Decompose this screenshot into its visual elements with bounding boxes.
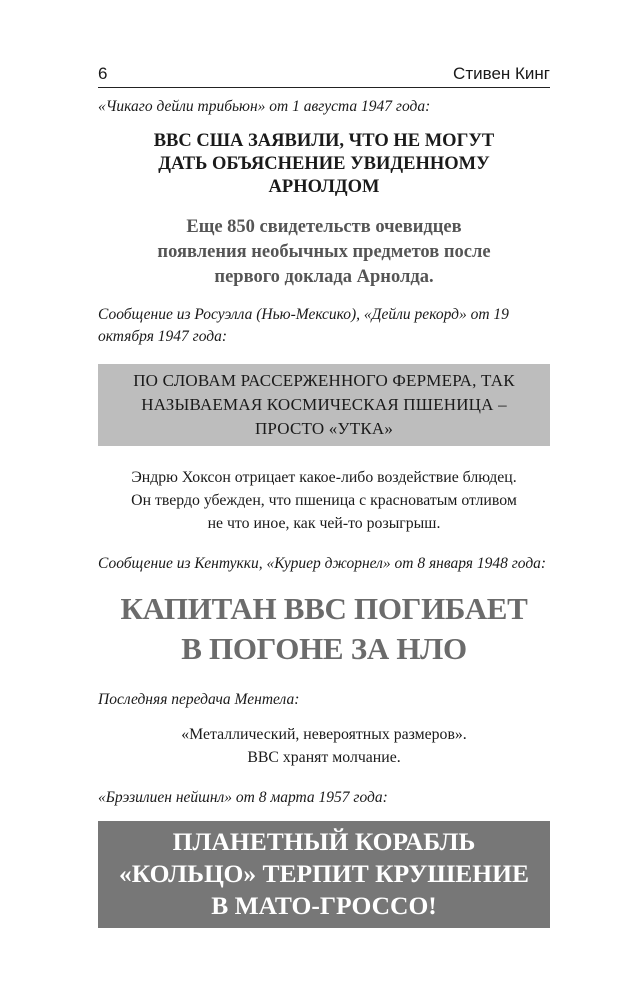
intro-brazilian-national: «Брэзилиен нейшнл» от 8 марта 1957 года: [98,789,388,806]
headline-captain-dies [98,589,550,669]
subheadline-850-witnesses [98,215,550,290]
page-number: 6 [98,64,108,83]
headline-line: ПО СЛОВАМ РАССЕРЖЕННОГО ФЕРМЕРА, ТАК [133,371,515,390]
headline-line: КАПИТАН ВВС ПОГИБАЕТ [120,591,528,626]
book-page [98,60,550,928]
body-line: не что иное, как чей-то розыгрыш. [207,515,441,532]
headline-line: ВВС США ЗАЯВИЛИ, ЧТО НЕ МОГУТ [153,131,495,151]
running-author: Стивен Кинг [453,64,550,83]
headline-line: АРНОЛДОМ [268,177,380,197]
headline-line: В ПОГОНЕ ЗА НЛО [181,631,467,666]
intro-kentucky-courier-journal: Сообщение из Кентукки, «Куриер джорнел» от 8 января 1948 года: [98,555,547,572]
headline-box-farmer-wheat [98,364,550,446]
headline-line: «КОЛЬЦО» ТЕРПИТ КРУШЕНИЕ [119,859,529,888]
headline-line: ПРОСТО «УТКА» [254,419,394,438]
headline-line: ДАТЬ ОБЪЯСНЕНИЕ УВИДЕННОМУ [158,154,490,174]
body-mantell-quote [98,723,550,769]
headline-air-force-statement [98,130,550,199]
body-line: Он твердо убежден, что пшеница с красноватым отливом [131,492,517,509]
body-line: «Металлический, невероятных размеров». [181,726,467,743]
headline-line: НАЗЫВАЕМАЯ КОСМИЧЕСКАЯ ПШЕНИЦА – [141,395,507,414]
intro-roswell-daily-record: Сообщение из Росуэлла (Нью-Мексико), «Дейли рекорд» от 19 октября 1947 года: [98,306,509,345]
running-header [98,60,550,88]
intro-mantell-last-transmission: Последняя передача Ментела: [98,691,300,708]
headline-box-ring-ship-crash [98,821,550,928]
body-line: Эндрю Хоксон отрицает какое-либо воздействие блюдец. [131,469,517,486]
headline-line: В МАТО-ГРОССО! [211,891,437,920]
intro-chicago-tribune: «Чикаго дейли трибьюн» от 1 августа 1947 года: [98,98,431,115]
body-line: ВВС хранят молчание. [247,749,401,766]
headline-line: ПЛАНЕТНЫЙ КОРАБЛЬ [172,827,476,856]
body-hoxon [98,466,550,535]
subheadline-line: появления необычных предметов после [157,242,491,262]
subheadline-line: первого доклада Арнолда. [214,267,434,287]
subheadline-line: Еще 850 свидетельств очевидцев [186,217,462,237]
